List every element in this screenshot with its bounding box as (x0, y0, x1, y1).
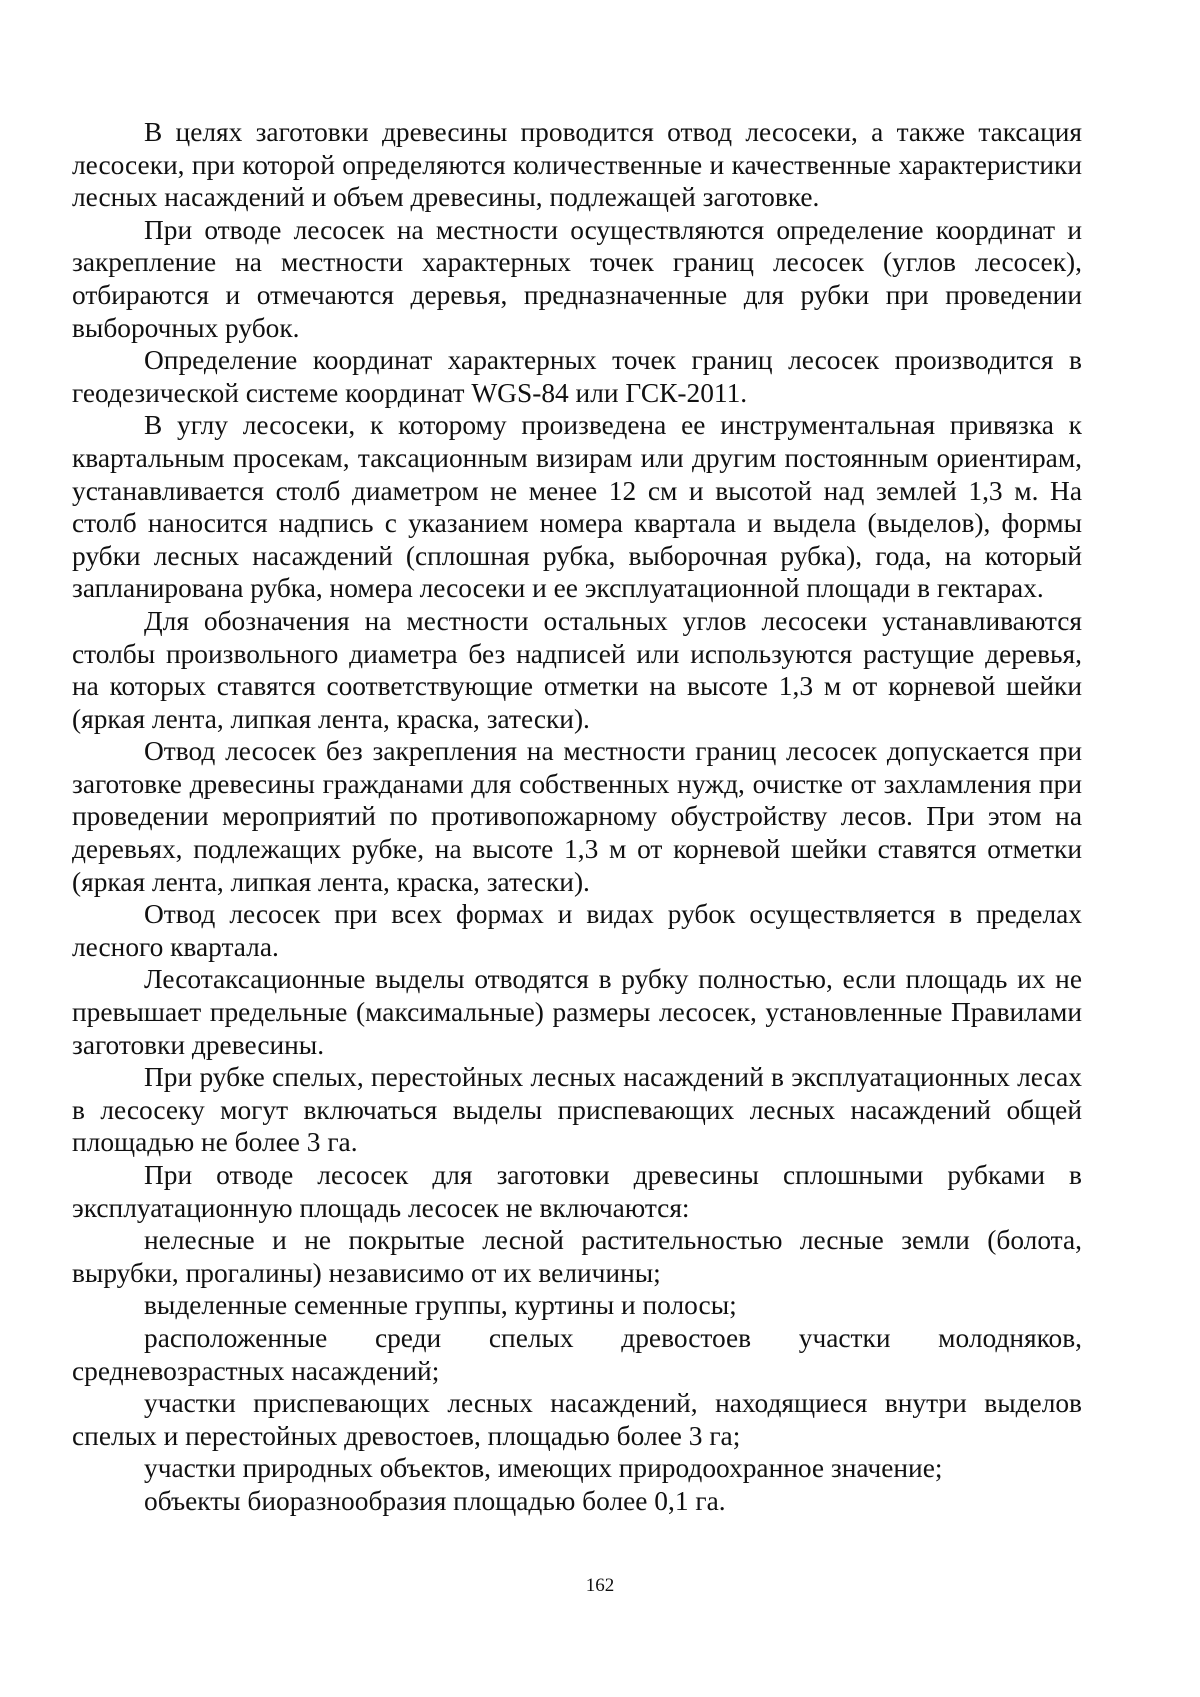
paragraph: Отвод лесосек при всех формах и видах рубок осуществляется в пределах лесного квартала. (72, 899, 1082, 962)
paragraph: Для обозначения на местности остальных углов лесосеки устанавливаются столбы произвольного диаметра без надписей или используются растущие деревья, на которых ставятся соответствующие отметки на высоте 1,3 м от корневой шейки (яркая лента, липкая лента, краска, затески). (72, 605, 1082, 734)
paragraph: При отводе лесосек на местности осуществляются определение координат и закрепление на местности характерных точек границ лесосек (углов лесосек), отбираются и отмечаются деревья, предназначенные для рубки при проведении выборочных рубок. (72, 214, 1082, 343)
page-body (72, 116, 1082, 1518)
paragraph: При рубке спелых, перестойных лесных насаждений в эксплуатационных лесах в лесосеку могут включаться выделы приспевающих лесных насаждений общей площадью не более 3 га. (72, 1062, 1082, 1158)
list-item: нелесные и не покрытые лесной растительностью лесные земли (болота, вырубки, прогалины) независимо от их величины; (72, 1225, 1082, 1288)
paragraph: В углу лесосеки, к которому произведена ее инструментальная привязка к квартальным просекам, таксационным визирам или другим постоянным ориентирам, устанавливается столб диаметром не менее 12 см и высотой над землей 1,3 м. На столб наносится надпись с указанием номера квартала и выдела (выделов), формы рубки лесных насаждений (сплошная рубка, выборочная рубка), года, на который запланирована рубка, номера лесосеки и ее эксплуатационной площади в гектарах. (72, 410, 1082, 604)
paragraph: Отвод лесосек без закрепления на местности границ лесосек допускается при заготовке древесины гражданами для собственных нужд, очистке от захламления при проведении мероприятий по противопожарному обустройству лесов. При этом на деревьях, подлежащих рубке, на высоте 1,3 м от корневой шейки ставятся отметки (яркая лента, липкая лента, краска, затески). (72, 736, 1082, 897)
paragraph: Определение координат характерных точек границ лесосек производится в геодезической системе координат WGS-84 или ГСК-2011. (72, 345, 1082, 408)
page-number: 162 (585, 1575, 615, 1596)
list-item: выделенные семенные группы, куртины и полосы; (144, 1290, 737, 1321)
list-item: участки природных объектов, имеющих природоохранное значение; (144, 1453, 943, 1484)
paragraph: В целях заготовки древесины проводится отвод лесосеки, а также таксация лесосеки, при которой определяются количественные и качественные характеристики лесных насаждений и объем древесины, подлежащей заготовке. (72, 117, 1082, 213)
paragraph: При отводе лесосек для заготовки древесины сплошными рубками в эксплуатационную площадь лесосек не включаются: (72, 1160, 1082, 1223)
paragraph: Лесотаксационные выделы отводятся в рубку полностью, если площадь их не превышает предельные (максимальные) размеры лесосек, установленные Правилами заготовки древесины. (72, 964, 1082, 1060)
list-item: расположенные среди спелых древостоев участки молодняков, средневозрастных насаждений; (72, 1322, 1082, 1386)
list-item: участки приспевающих лесных насаждений, находящиеся внутри выделов спелых и перестойных древостоев, площадью более 3 га; (72, 1388, 1082, 1451)
list-item: объекты биоразнообразия площадью более 0,1 га. (144, 1485, 726, 1516)
